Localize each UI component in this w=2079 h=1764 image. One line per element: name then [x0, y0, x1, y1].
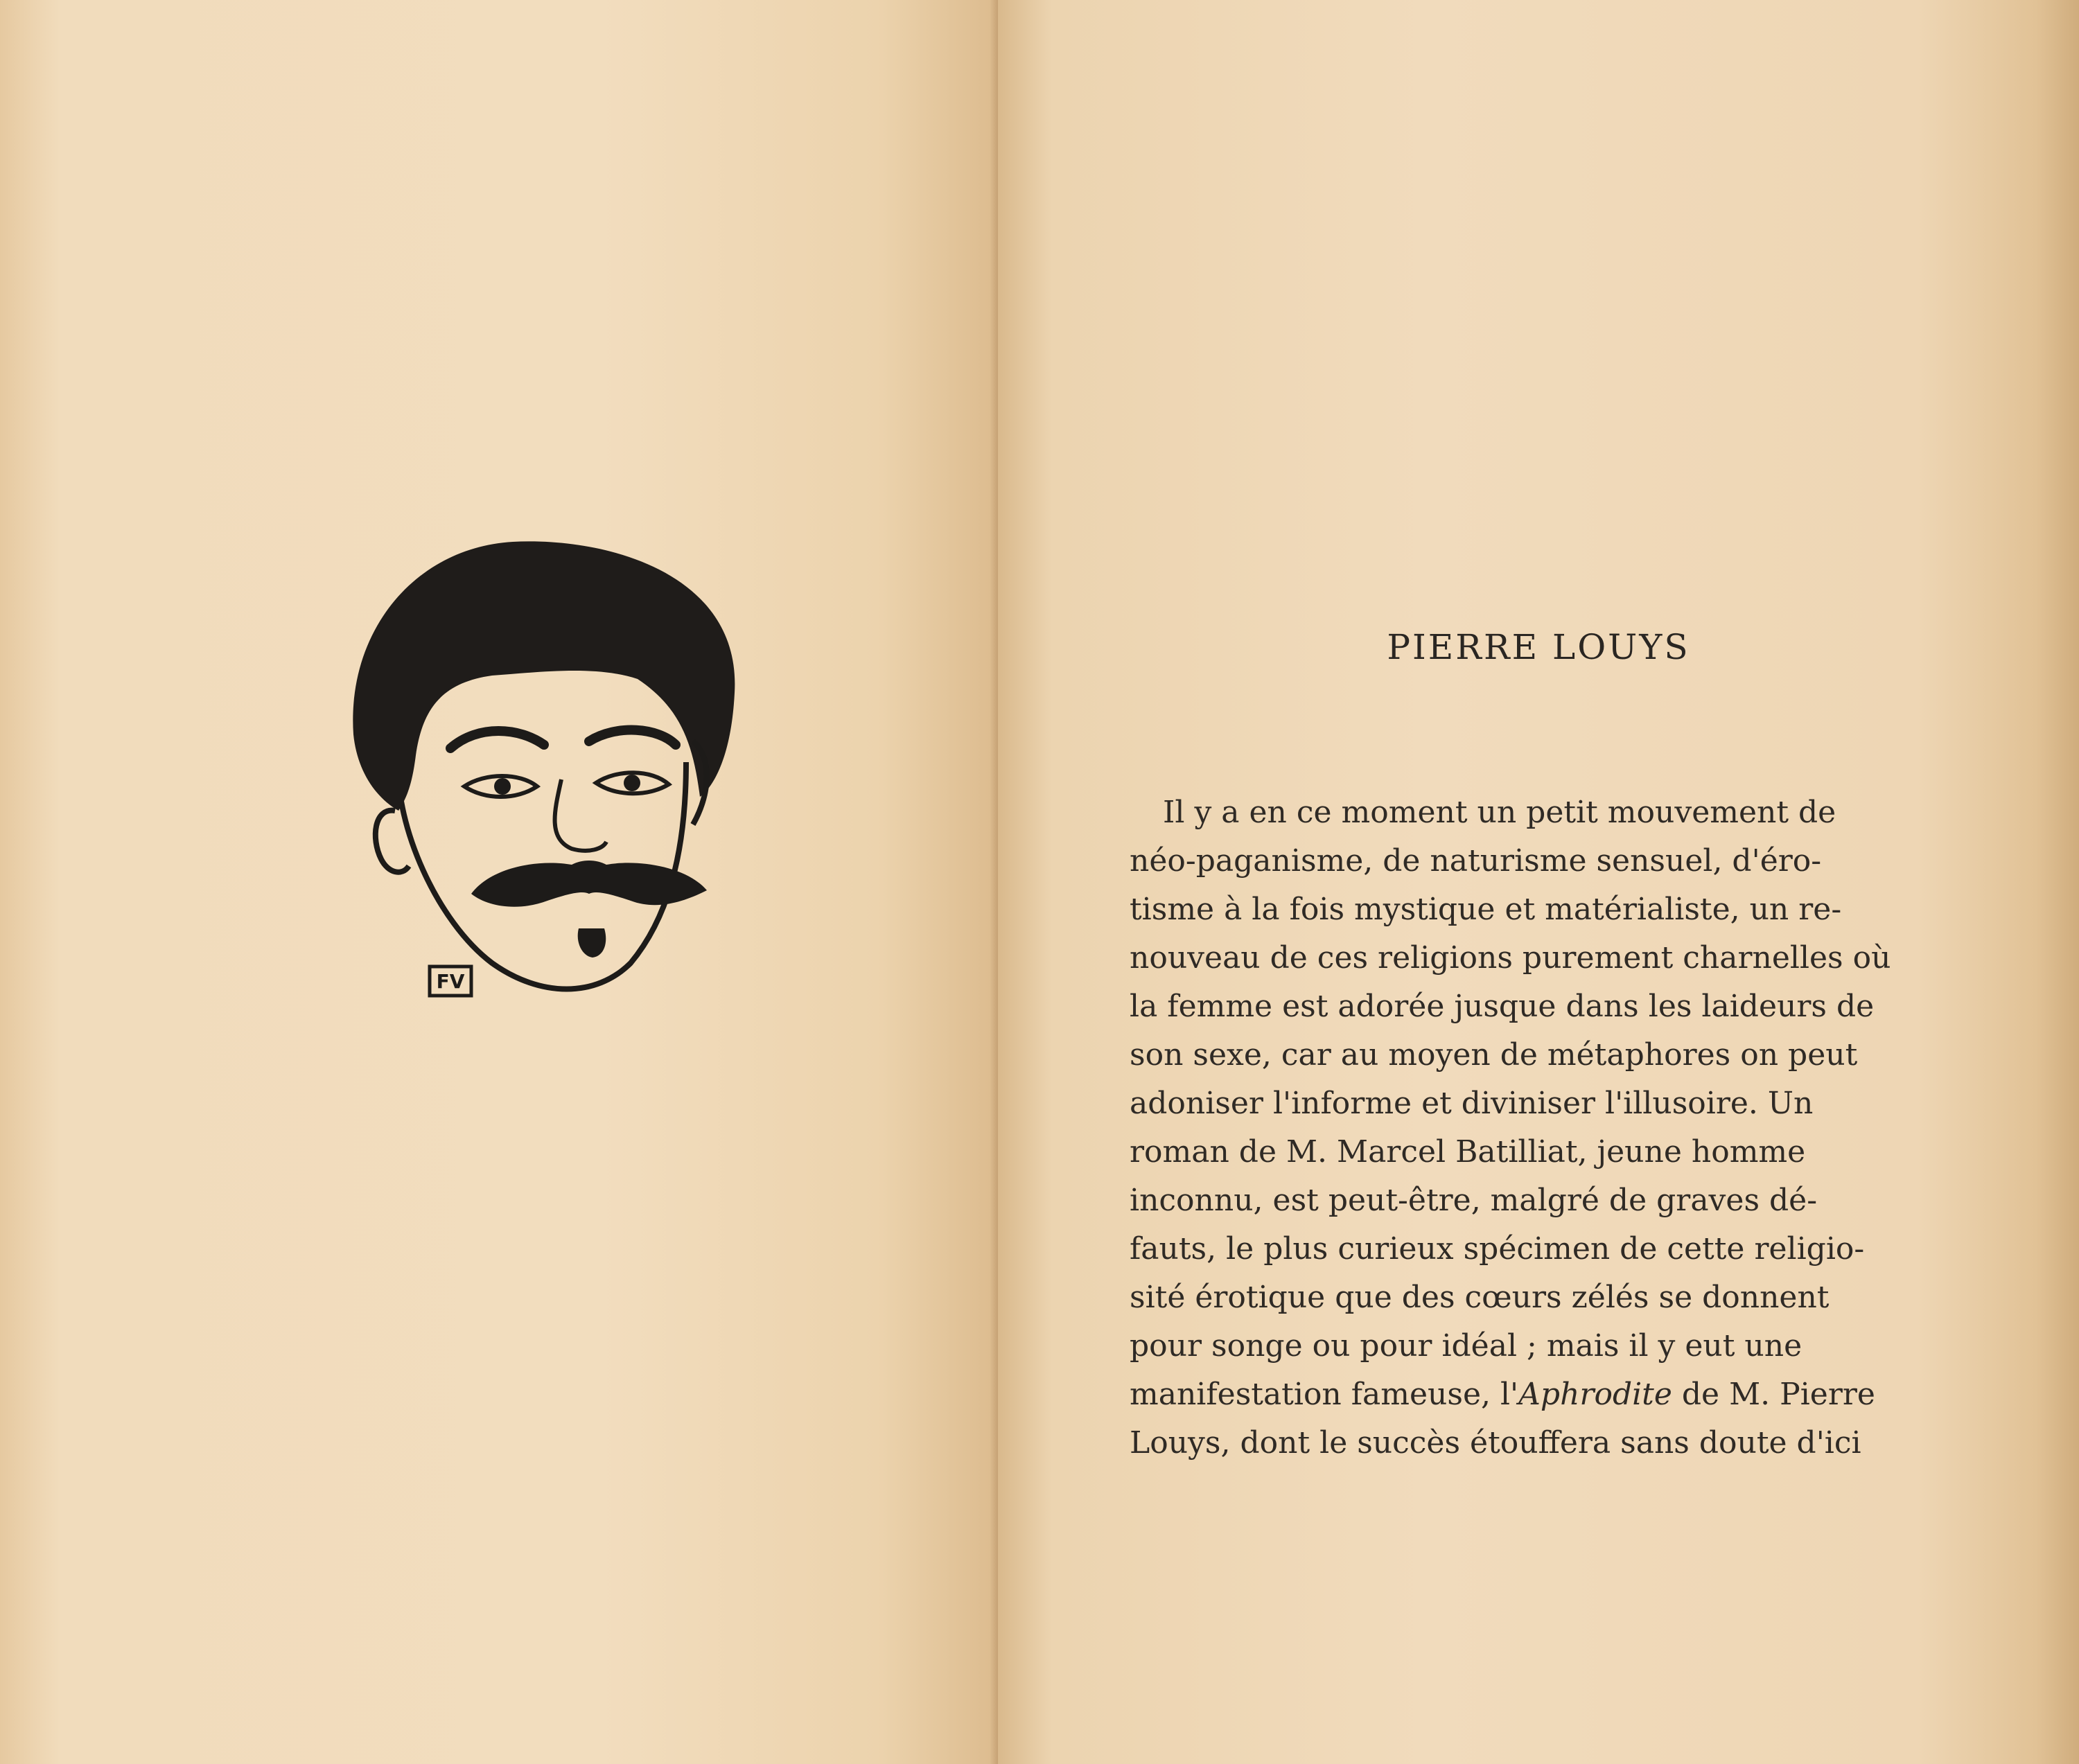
- text-line: sité érotique que des cœurs zélés se donnent: [1130, 1280, 1830, 1315]
- text-line: fauts, le plus curieux spécimen de cette religio-: [1130, 1231, 1865, 1267]
- text-line: Louys, dont le succès étouffera sans doute d'ici: [1130, 1425, 1861, 1461]
- text-line: la femme est adorée jusque dans les laideurs de: [1130, 989, 1875, 1024]
- body-paragraph: [1130, 788, 1891, 1467]
- text-line: néo-paganisme, de naturisme sensuel, d'éro-: [1130, 843, 1822, 879]
- text-line: nouveau de ces religions purement charnelles où: [1130, 940, 1891, 976]
- chapter-title: PIERRE LOUYS: [1387, 627, 1690, 667]
- text-line: roman de M. Marcel Batilliat, jeune homme: [1130, 1134, 1806, 1170]
- book-title-italic: Aphrodite: [1518, 1377, 1672, 1412]
- text-line-with-title: [1130, 1370, 1875, 1419]
- monogram-text: FV: [436, 970, 465, 993]
- text-line: pour songe ou pour idéal ; mais il y eut une: [1130, 1328, 1802, 1364]
- text-line: adoniser l'informe et diviniser l'illusoire. Un: [1130, 1086, 1814, 1121]
- left-page: [0, 0, 998, 1764]
- text-segment: de M. Pierre: [1672, 1377, 1875, 1412]
- text-line: tisme à la fois mystique et matérialiste, un re-: [1130, 892, 1842, 927]
- text-segment: manifestation fameuse, l': [1130, 1377, 1519, 1412]
- text-line: Il y a en ce moment un petit mouvement de: [1163, 795, 1836, 830]
- portrait-woodcut: [333, 533, 762, 1025]
- text-line: inconnu, est peut-être, malgré de graves dé-: [1130, 1183, 1818, 1218]
- text-line: son sexe, car au moyen de métaphores on peut: [1130, 1037, 1858, 1073]
